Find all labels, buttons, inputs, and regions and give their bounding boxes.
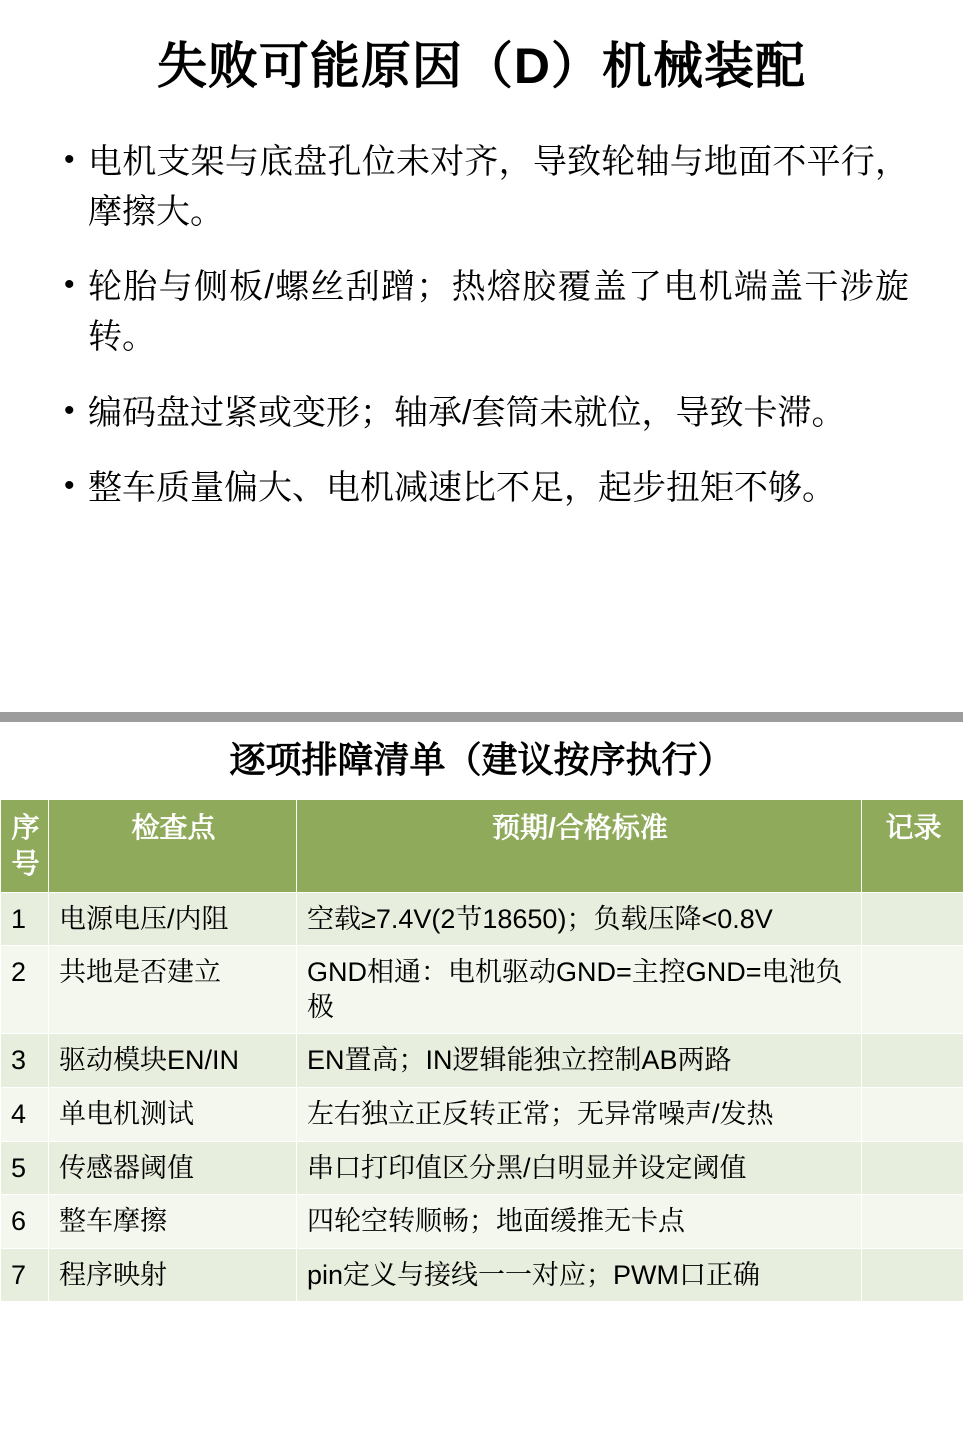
list-item-text: 整车质量偏大、电机减速比不足，起步扭矩不够。 [88, 469, 836, 508]
bullet-list [28, 138, 935, 514]
cell-checkpoint: 共地是否建立 [49, 946, 297, 1034]
cell-record [862, 1141, 963, 1195]
cell-checkpoint: 传感器阈值 [49, 1141, 297, 1195]
page-title: 失败可能原因（D）机械装配 [156, 38, 807, 94]
cell-index: 7 [1, 1248, 49, 1302]
cell-record [862, 946, 963, 1034]
column-header-standard: 预期/合格标准 [297, 800, 862, 893]
cell-standard: pin定义与接线一一对应；PWM口正确 [297, 1248, 862, 1302]
cell-checkpoint: 电源电压/内阻 [49, 892, 297, 946]
column-header-record: 记录 [862, 800, 963, 893]
cell-checkpoint: 整车摩擦 [49, 1195, 297, 1249]
table-row [1, 892, 963, 946]
cell-index: 3 [1, 1034, 49, 1088]
list-item-text: 电机支架与底盘孔位未对齐，导致轮轴与地面不平行，摩擦大。 [88, 143, 909, 231]
table-row [1, 1088, 963, 1142]
cell-record [862, 1195, 963, 1249]
bullet-dot-icon: • [64, 469, 75, 503]
cell-index: 5 [1, 1141, 49, 1195]
cell-record [862, 892, 963, 946]
cell-record [862, 1248, 963, 1302]
list-item [62, 389, 909, 439]
cell-checkpoint: 单电机测试 [49, 1088, 297, 1142]
cell-record [862, 1088, 963, 1142]
slide-troubleshooting-checklist [0, 722, 963, 1443]
slide-divider [0, 712, 963, 722]
bullet-dot-icon: • [64, 268, 75, 302]
cell-standard: 左右独立正反转正常；无异常噪声/发热 [297, 1088, 862, 1142]
table-row [1, 1034, 963, 1088]
cell-standard: 空载≥7.4V(2节18650)；负载压降<0.8V [297, 892, 862, 946]
cell-standard: GND相通：电机驱动GND=主控GND=电池负极 [297, 946, 862, 1034]
list-item [62, 464, 909, 514]
bullet-dot-icon: • [64, 393, 75, 427]
list-item-text: 编码盘过紧或变形；轴承/套筒未就位，导致卡滞。 [88, 393, 846, 432]
cell-record [862, 1034, 963, 1088]
table-row [1, 1195, 963, 1249]
table-header-row [1, 800, 963, 893]
slide-failure-causes [0, 0, 963, 712]
cell-standard: 串口打印值区分黑/白明显并设定阈值 [297, 1141, 862, 1195]
column-header-index: 序号 [1, 800, 49, 893]
cell-index: 2 [1, 946, 49, 1034]
checklist-title: 逐项排障清单（建议按序执行） [229, 739, 734, 780]
cell-checkpoint: 驱动模块EN/IN [49, 1034, 297, 1088]
cell-index: 1 [1, 892, 49, 946]
cell-checkpoint: 程序映射 [49, 1248, 297, 1302]
column-header-checkpoint: 检查点 [49, 800, 297, 893]
table-row [1, 1141, 963, 1195]
cell-index: 6 [1, 1195, 49, 1249]
bullet-dot-icon: • [64, 143, 75, 176]
checklist-table [0, 799, 963, 1302]
list-item-text: 轮胎与侧板/螺丝刮蹭；热熔胶覆盖了电机端盖干涉旋转。 [88, 268, 909, 356]
cell-standard: EN置高；IN逻辑能独立控制AB两路 [297, 1034, 862, 1088]
cell-index: 4 [1, 1088, 49, 1142]
list-item [62, 263, 909, 362]
table-row [1, 946, 963, 1034]
list-item [62, 138, 909, 237]
table-row [1, 1248, 963, 1302]
cell-standard: 四轮空转顺畅；地面缓推无卡点 [297, 1195, 862, 1249]
